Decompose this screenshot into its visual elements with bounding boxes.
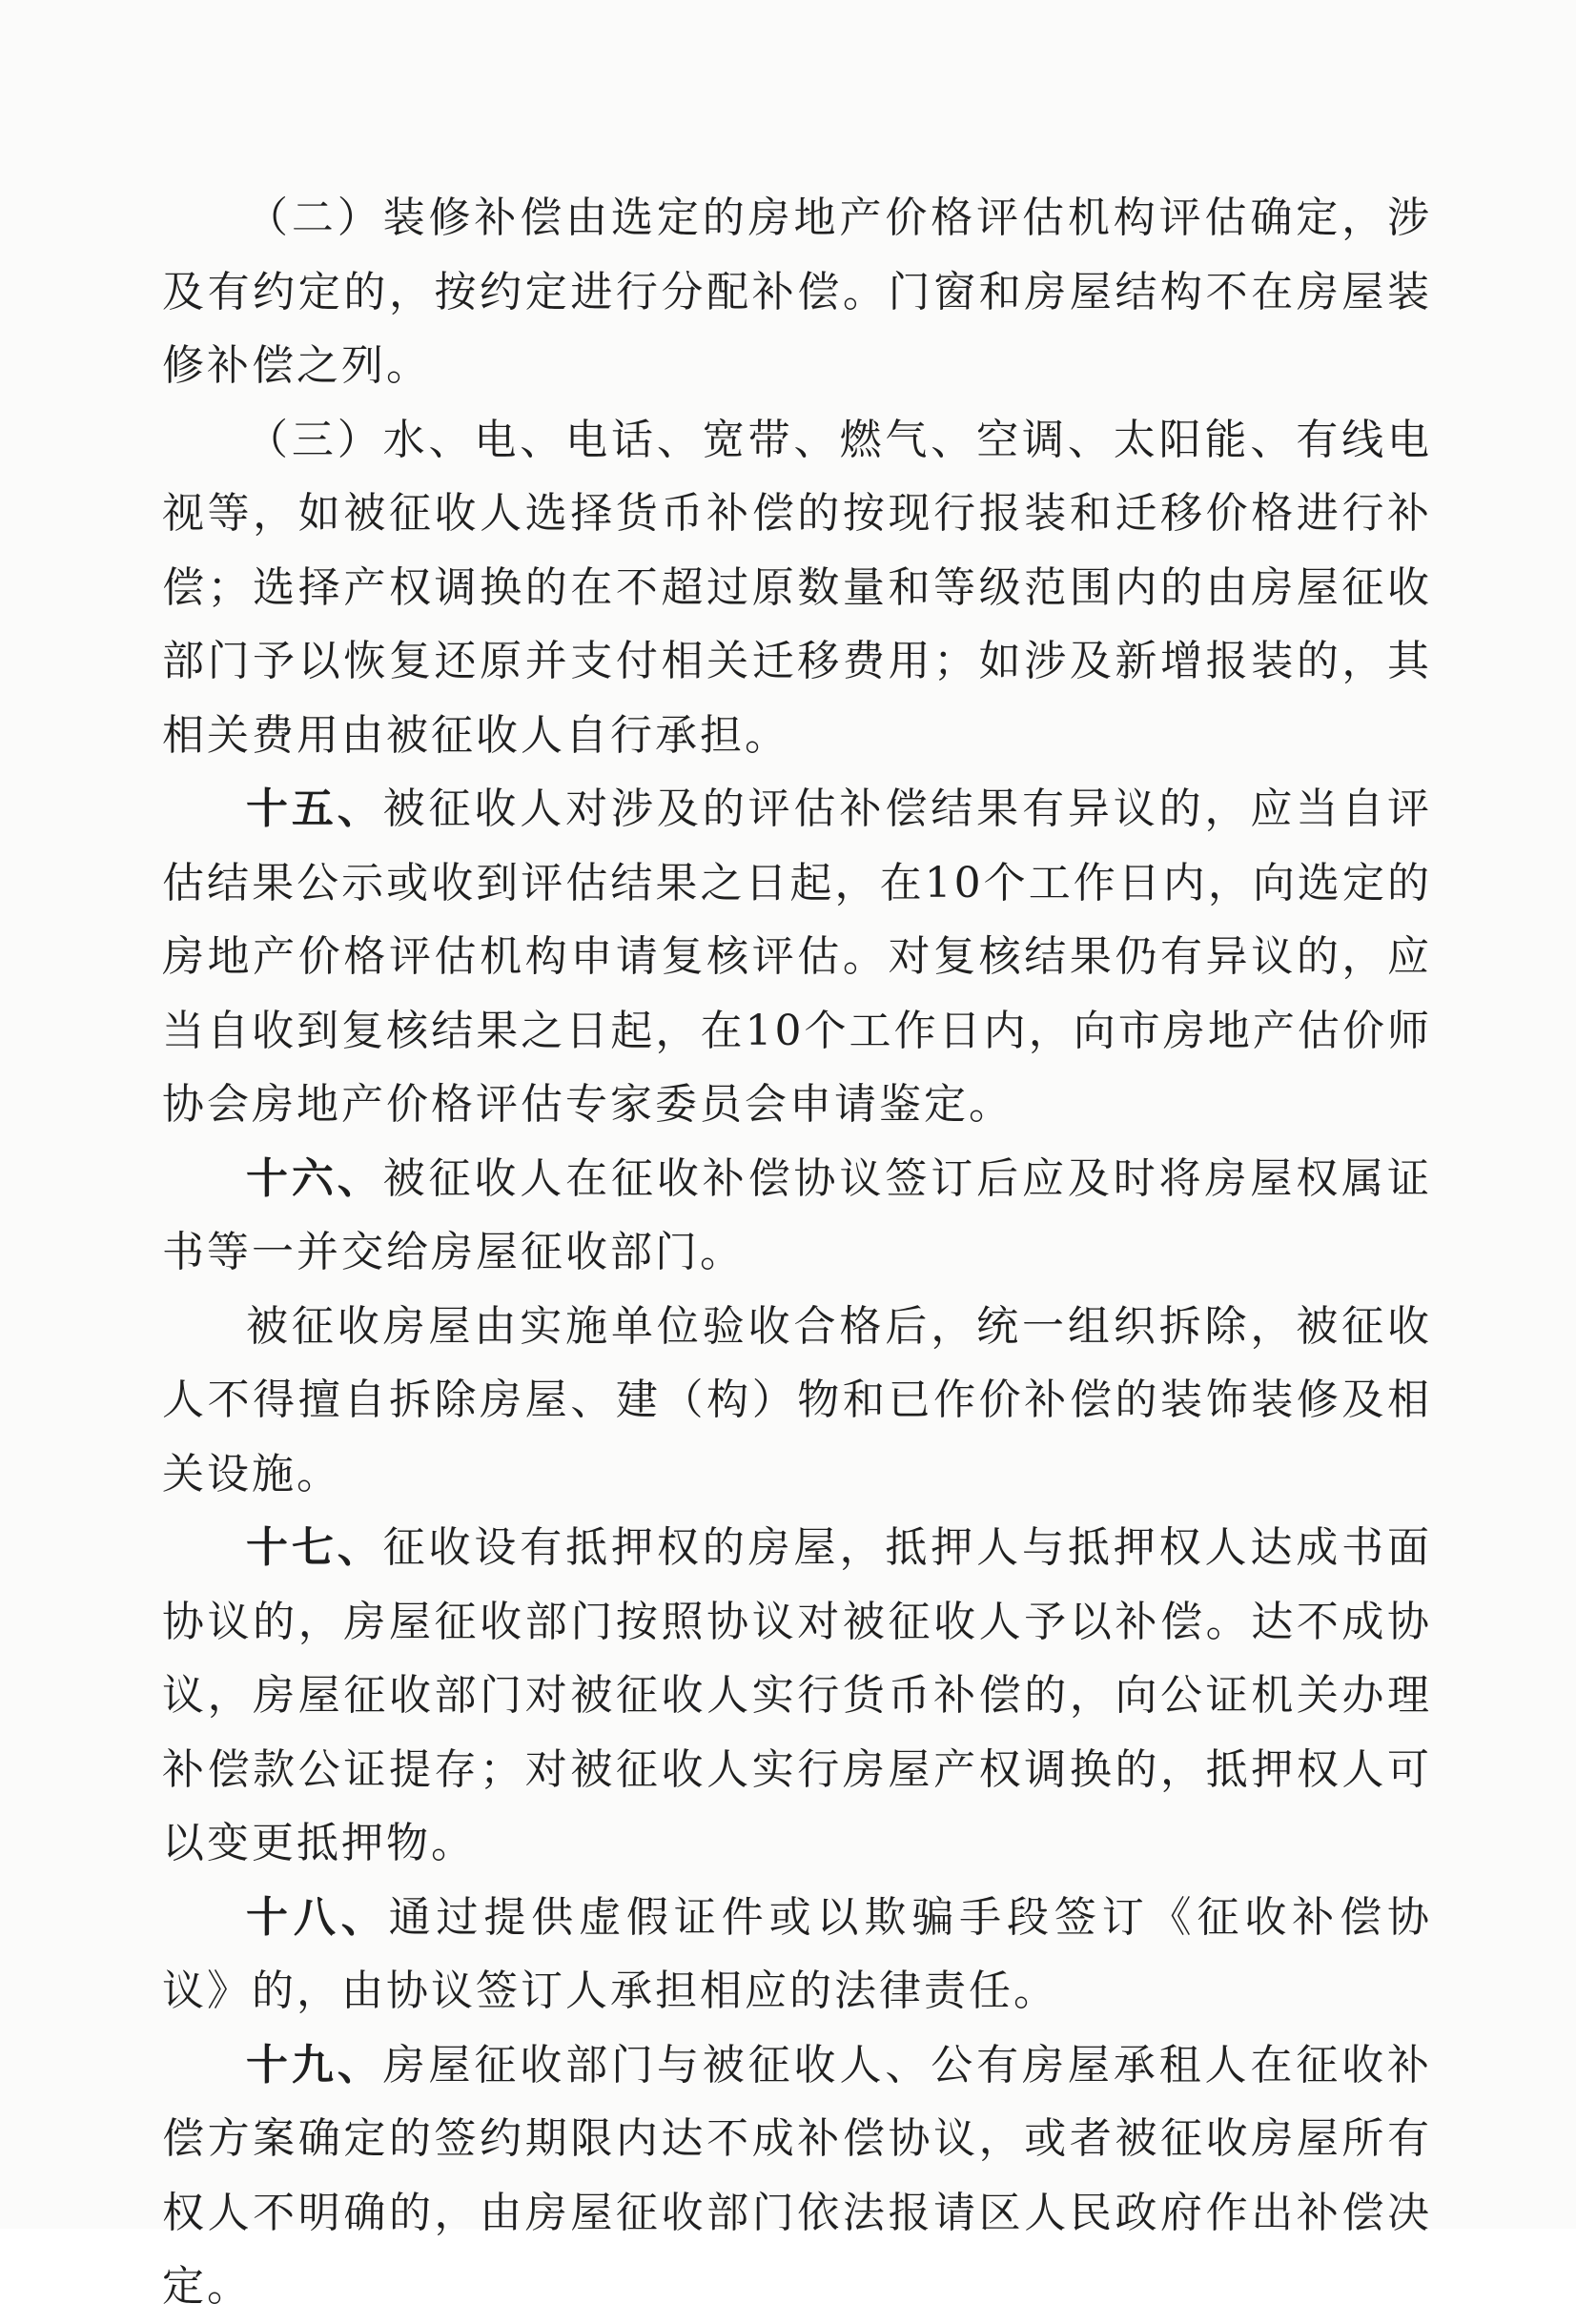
article-number: 十六、 [246,1153,383,1203]
article-number: 十七、 [246,1523,383,1572]
article-number: 十八、 [246,1892,389,1942]
article-number: 十九、 [246,2040,383,2090]
paragraph-text: 被征收人对涉及的评估补偿结果有异议的，应当自评估结果公示或收到评估结果之日起，在10个工作日内，向选定的房地产价格评估机构申请复核评估。对复核结果仍有异议的，应当自收到复核结果之日起，在10个工作日内，向市房地产估价师协会房地产价格评估专家委员会申请鉴定。 [162,785,1432,1129]
article-number: 十五、 [246,785,383,833]
paragraph-article-19 [162,2028,1432,2324]
paragraph-text: 被征收人在征收补偿协议签订后应及时将房屋权属证书等一并交给房屋征收部门。 [162,1153,1432,1276]
paragraph-text: 房屋征收部门与被征收人、公有房屋承租人在征收补偿方案确定的签约期限内达不成补偿协议，或者被征收房屋所有权人不明确的，由房屋征收部门依法报请区人民政府作出补偿决定。 [162,2040,1432,2311]
paragraph-article-17 [162,1511,1432,1881]
paragraph-article-15 [162,772,1432,1142]
paragraph-text: 通过提供虚假证件或以欺骗手段签订《征收补偿协议》的，由协议签订人承担相应的法律责任。 [162,1892,1432,2015]
paragraph-utilities-compensation [162,403,1432,773]
paragraph-decoration-compensation [162,181,1432,403]
paragraph-article-18 [162,1881,1432,2028]
paragraph-text: （三）水、电、电话、宽带、燃气、空调、太阳能、有线电视等，如被征收人选择货币补偿的按现行报装和迁移价格进行补偿；选择产权调换的在不超过原数量和等级范围内的由房屋征收部门予以恢复还原并支付相关迁移费用；如涉及新增报装的，其相关费用由被征收人自行承担。 [162,415,1432,760]
paragraph-text: 被征收房屋由实施单位验收合格后，统一组织拆除，被征收人不得擅自拆除房屋、建（构）物和已作价补偿的装饰装修及相关设施。 [162,1301,1432,1498]
paragraph-text: 征收设有抵押权的房屋，抵押人与抵押权人达成书面协议的，房屋征收部门按照协议对被征收人予以补偿。达不成协议，房屋征收部门对被征收人实行货币补偿的，向公证机关办理补偿款公证提存；对被征收人实行房屋产权调换的，抵押权人可以变更抵押物。 [162,1523,1432,1867]
document-body [162,181,1432,2324]
paragraph-text: （二）装修补偿由选定的房地产价格评估机构评估确定，涉及有约定的，按约定进行分配补偿。门窗和房屋结构不在房屋装修补偿之列。 [162,194,1432,390]
paragraph-article-16 [162,1142,1432,1290]
paragraph-demolition [162,1290,1432,1512]
